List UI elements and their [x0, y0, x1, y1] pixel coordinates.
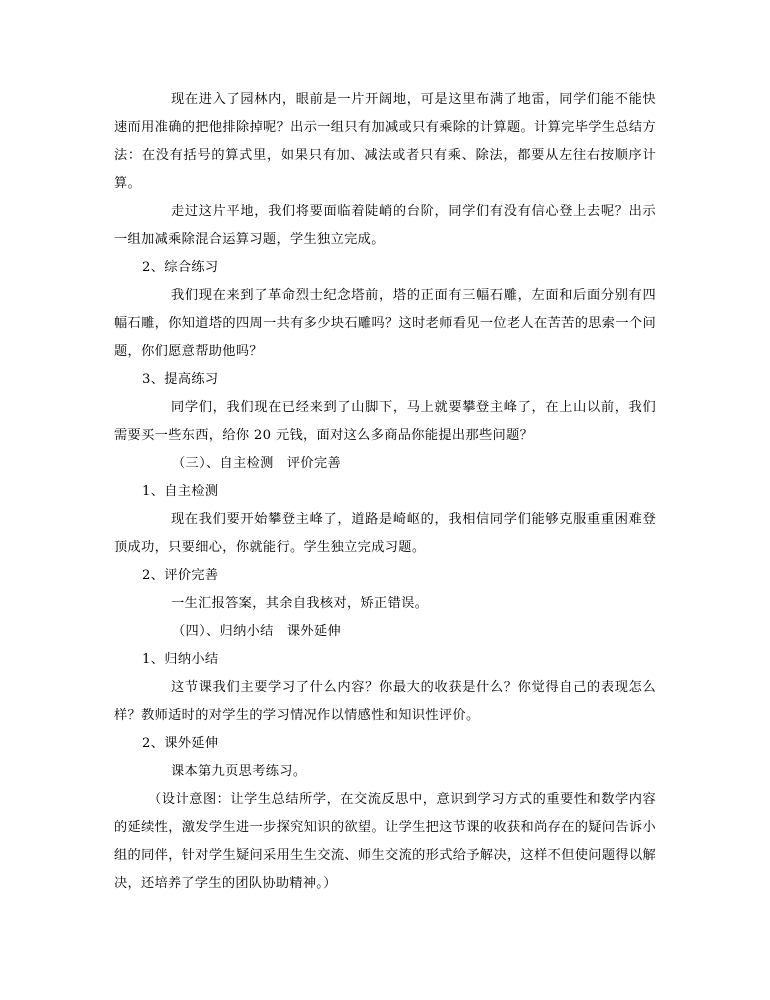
paragraph-shopping: 同学们，我们现在已经来到了山脚下，马上就要攀登主峰了，在上山以前，我们需要买一些东西，给你 20 元钱，面对这么多商品你能提出那些问题？ — [114, 400, 656, 443]
heading-summary: 1、归纳小结 — [142, 652, 219, 667]
heading-improvement-practice: 3、提高练习 — [142, 372, 219, 387]
paragraph-lesson-summary: 这节课我们主要学习了什么内容？你最大的收获是什么？你觉得自己的表现怎么样？教师适时的对学生的学习情况作以情感性和知识性评价。 — [114, 680, 656, 723]
paragraph-summit: 现在我们要开始攀登主峰了，道路是崎岖的，我相信同学们能够克服重重困难登顶成功，只要细心，你就能行。学生独立完成习题。 — [114, 512, 656, 555]
heading-section-three — [172, 450, 341, 478]
heading-section-four — [172, 618, 341, 646]
paragraph-report-answers: 一生汇报答案，其余自我核对，矫正错误。 — [171, 596, 429, 611]
heading-self-check: 1、自主检测 — [142, 484, 219, 499]
design-intent-note: （设计意图：让学生总结所学，在交流反思中，意识到学习方式的重要性和数学内容的延续性，激发学生进一步探究知识的欲望。让学生把这节课的收获和尚存在的疑问告诉小组的同伴，针对学生疑问采用生生交流、师生交流的形式给予解决，这样不但使问题得以解决，还培养了学生的团队协助精神。） — [114, 792, 656, 891]
paragraph-minefield: 现在进入了园林内，眼前是一片开阔地，可是这里布满了地雷，同学们能不能快速而用准确的把他排除掉呢？出示一组只有加减或只有乘除的计算题。计算完毕学生总结方法：在没有括号的算式里，如果只有加、减法或者只有乘、除法，都要从左往右按顺序计算。 — [114, 92, 656, 191]
heading-section-four-part2: 课外延伸 — [286, 624, 342, 639]
paragraph-homework: 课本第九页思考练习。 — [171, 764, 307, 779]
heading-evaluation: 2、评价完善 — [142, 568, 219, 583]
heading-comprehensive-practice: 2、综合练习 — [142, 260, 219, 275]
paragraph-monument: 我们现在来到了革命烈士纪念塔前，塔的正面有三幅石雕，左面和后面分别有四幅石雕，你知道塔的四周一共有多少块石雕吗？这时老师看见一位老人在苦苦的思索一个问题，你们愿意帮助他吗？ — [114, 288, 656, 359]
paragraph-steps: 走过这片平地，我们将要面临着陡峭的台阶，同学们有没有信心登上去呢？出示一组加减乘除混合运算习题，学生独立完成。 — [114, 204, 656, 247]
heading-section-four-part1: （四）、归纳小结 — [172, 624, 274, 639]
heading-section-three-part1: （三）、自主检测 — [172, 456, 274, 471]
heading-section-three-part2: 评价完善 — [286, 456, 342, 471]
heading-extension: 2、课外延伸 — [142, 736, 219, 751]
